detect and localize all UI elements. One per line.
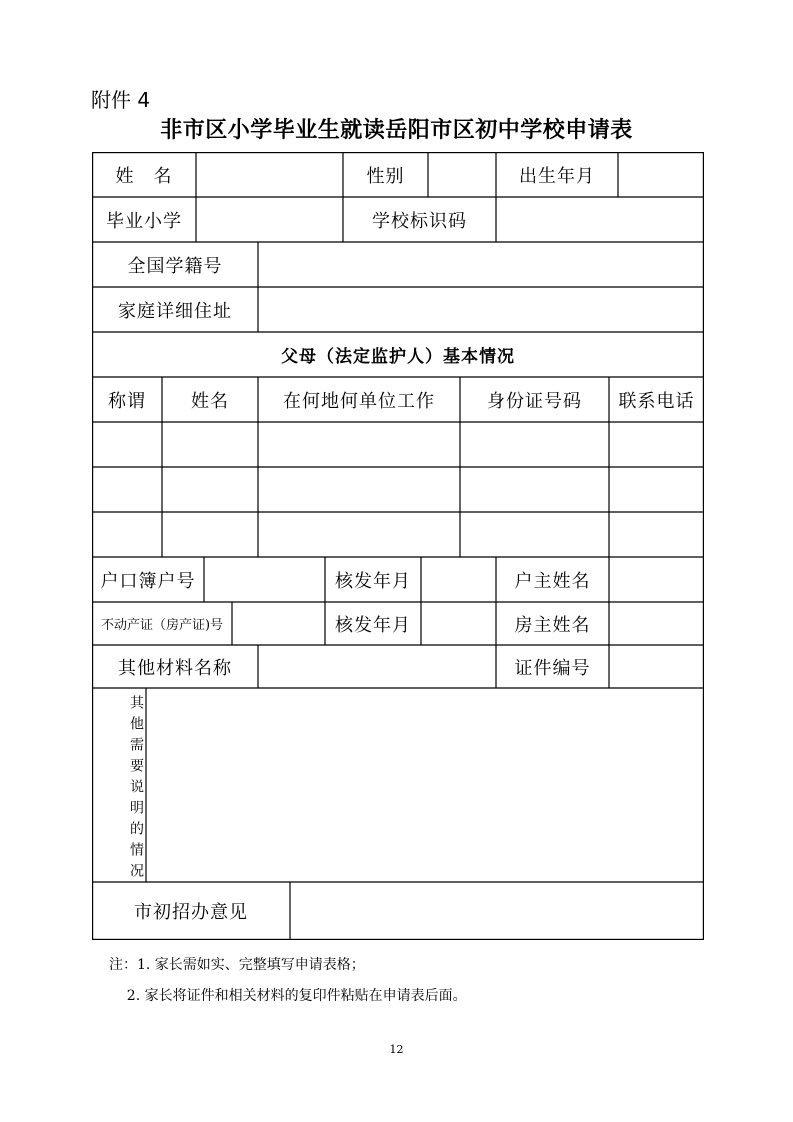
property-cert-field[interactable] — [232, 602, 325, 645]
page-number: 12 — [389, 1043, 404, 1056]
other-materials-label: 其他材料名称 — [118, 657, 232, 679]
issue-date-label: 核发年月 — [335, 570, 411, 592]
property-issue-date-field[interactable] — [421, 602, 496, 645]
certificate-no-field[interactable] — [609, 645, 704, 688]
office-opinion-field[interactable] — [290, 882, 704, 940]
school-id-field[interactable] — [496, 197, 704, 242]
national-student-id-field[interactable] — [258, 242, 704, 287]
birth-label: 出生年月 — [519, 165, 595, 187]
parent-row-3[interactable] — [92, 512, 704, 557]
form-notes — [109, 950, 467, 1012]
national-student-id-label: 全国学籍号 — [127, 255, 223, 277]
householder-name-label: 户主姓名 — [514, 570, 591, 592]
property-owner-label: 房主姓名 — [514, 614, 591, 636]
other-notes-label: 其他需要说明的情况 — [128, 694, 144, 884]
parent-row-1[interactable] — [92, 422, 704, 467]
school-field[interactable] — [196, 197, 343, 242]
form-title: 非市区小学毕业生就读岳阳市区初中学校申请表 — [160, 118, 633, 143]
note-line-1: 注：1. 家长需如实、完整填写申请表格； — [109, 957, 365, 973]
property-cert-label: 不动产证（房产证)号 — [100, 618, 224, 633]
property-issue-date-label: 核发年月 — [335, 614, 411, 636]
col-relation: 称谓 — [108, 390, 146, 412]
birth-field[interactable] — [618, 152, 704, 197]
issue-date-field[interactable] — [421, 557, 496, 602]
other-notes-field[interactable] — [146, 688, 704, 882]
household-book-field[interactable] — [204, 557, 325, 602]
parent-row-2[interactable] — [92, 467, 704, 512]
other-materials-field[interactable] — [258, 645, 496, 688]
application-form-table — [92, 152, 704, 940]
col-workplace: 在何地何单位工作 — [283, 390, 435, 412]
address-field[interactable] — [258, 287, 704, 332]
col-id-number: 身份证号码 — [487, 390, 582, 412]
certificate-no-label: 证件编号 — [514, 657, 591, 679]
office-opinion-label: 市初招办意见 — [134, 902, 248, 923]
name-label: 姓 名 — [115, 165, 173, 187]
householder-name-field[interactable] — [609, 557, 704, 602]
student-name-field[interactable] — [196, 152, 343, 197]
col-phone: 联系电话 — [618, 390, 695, 412]
attachment-label: 附件 4 — [91, 88, 151, 112]
gender-field[interactable] — [428, 152, 496, 197]
col-parent-name: 姓名 — [191, 390, 229, 412]
parents-section-title: 父母（法定监护人）基本情况 — [281, 347, 515, 367]
gender-label: 性别 — [366, 165, 405, 187]
property-owner-field[interactable] — [609, 602, 704, 645]
household-book-label: 户口簿户号 — [100, 570, 196, 592]
school-id-label: 学校标识码 — [372, 210, 467, 232]
address-label: 家庭详细住址 — [118, 300, 232, 322]
note-line-2: 2. 家长将证件和相关材料的复印件粘贴在申请表后面。 — [109, 988, 467, 1004]
school-label: 毕业小学 — [106, 210, 182, 232]
